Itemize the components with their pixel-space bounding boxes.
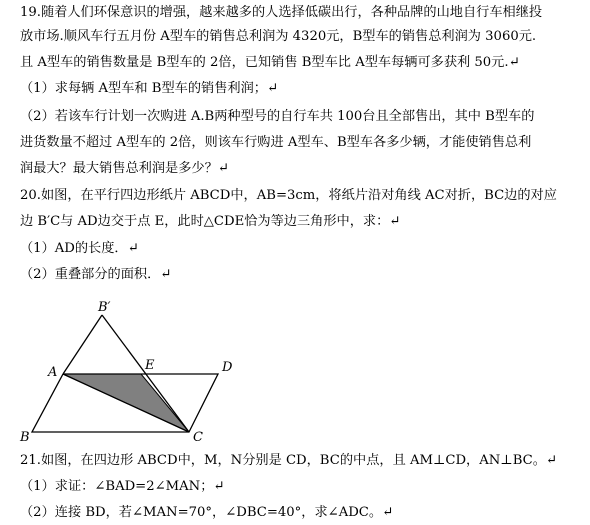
problem-20-line-2: 边 B′C与 AD边交于点 E，此时△CDE恰为等边三角形中，求：↵ (20, 214, 401, 229)
problem-19-part-2-line-2: 进货数量不超过 A型车的 2倍，则该车行购进 A型车、B型车各多少辆，才能使销售总利 (20, 135, 532, 150)
problem-20-part-2: （2）重叠部分的面积．↵ (20, 267, 172, 282)
label-a: A (48, 365, 58, 380)
label-c: C (193, 430, 203, 445)
label-b: B (20, 430, 30, 445)
problem-21-part-1: （1）求证：∠BAD=2∠MAN；↵ (20, 479, 225, 494)
problem-19-line-3: 且 A型车的销售数量是 B型车的 2倍，已知销售 B型车比 A型车每辆可多获利 50元.↵ (20, 55, 520, 70)
problem-21-part-2: （2）连接 BD，若∠MAN=70°，∠DBC=40°，求∠ADC。↵ (20, 505, 394, 520)
label-d: D (222, 360, 233, 375)
problem-19-part-2-line-3: 润最大？最大销售总利润是多少？↵ (20, 161, 229, 176)
problem-19-part-2-line-1: （2）若该车行计划一次购进 A.B两种型号的自行车共 100台且全部售出，其中 B型车的 (20, 109, 535, 124)
problem-19-part-1: （1）求每辆 A型车和 B型车的销售利润；↵ (20, 81, 279, 96)
segment-a-bprime (63, 315, 102, 374)
label-b-prime: B′ (98, 300, 111, 315)
problem-20-part-1: （1）AD的长度．↵ (20, 241, 139, 256)
label-e: E (145, 358, 155, 373)
problem-21-line-1: 21.如图，在四边形 ABCD中，M，N分别是 CD，BC的中点，且 AM⊥CD，AN⊥BC。↵ (20, 453, 557, 468)
problem-19-line-2: 放市场.顺风车行五月份 A型车的销售总利润为 4320元，B型车的销售总利润为 3060元. (20, 29, 537, 44)
problem-20-line-1: 20.如图，在平行四边形纸片 ABCD中，AB=3cm，将纸片沿对角线 AC对折，BC边的对应 (20, 188, 557, 203)
problem-19-line-1: 19.随着人们环保意识的增强，越来越多的人选择低碳出行，各种品牌的山地自行车相继投 (20, 5, 543, 20)
parallelogram-fold-figure (18, 298, 258, 446)
